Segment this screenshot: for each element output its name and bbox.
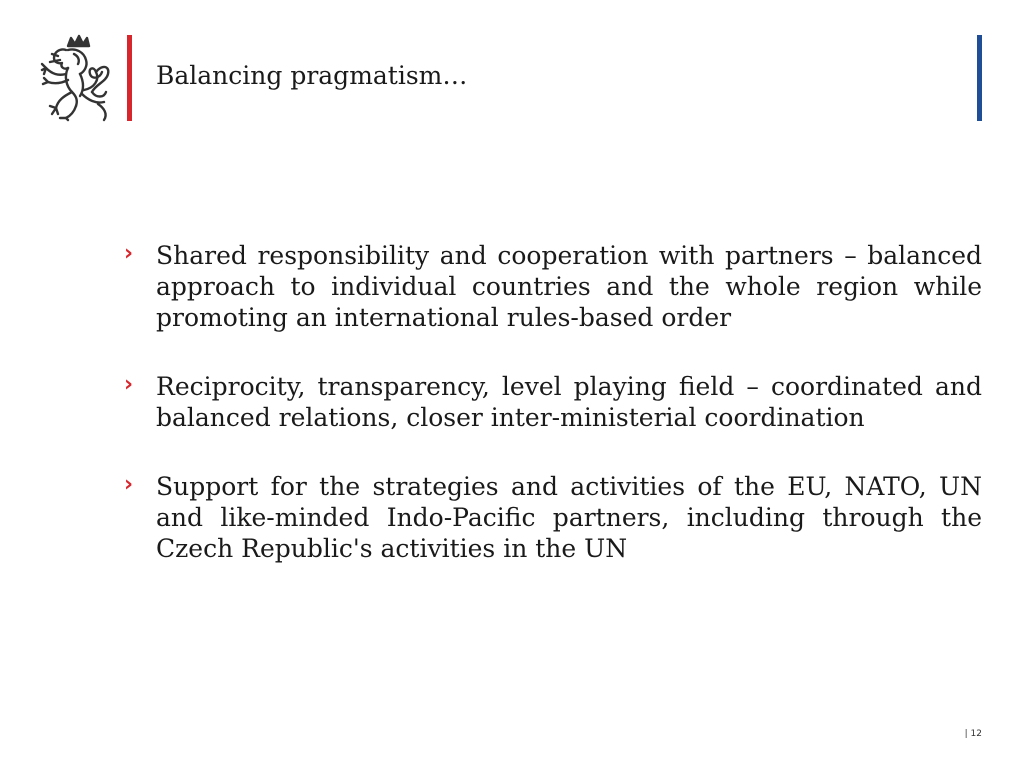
header-accent-bar-blue xyxy=(977,35,982,121)
bullet-item xyxy=(120,240,982,333)
bullet-list xyxy=(120,240,982,602)
header-accent-bar-red xyxy=(127,35,132,121)
chevron-right-icon: › xyxy=(124,372,134,397)
chevron-right-icon: › xyxy=(124,472,134,497)
bullet-text: Shared responsibility and cooperation with partners – balanced approach to individual countries and the whole region while promoting an international rules-based order xyxy=(156,241,982,332)
page-title: Balancing pragmatism… xyxy=(156,61,468,90)
czech-lion-logo-icon xyxy=(38,34,116,122)
bullet-text: Reciprocity, transparency, level playing field – coordinated and balanced relations, closer inter-ministerial coordination xyxy=(156,372,982,432)
bullet-item xyxy=(120,471,982,564)
bullet-item xyxy=(120,371,982,433)
chevron-right-icon: › xyxy=(124,241,134,266)
bullet-text: Support for the strategies and activities of the EU, NATO, UN and like-minded Indo-Pacific partners, including through the Czech Republic's activities in the UN xyxy=(156,472,982,563)
page-number: | 12 xyxy=(964,729,982,739)
